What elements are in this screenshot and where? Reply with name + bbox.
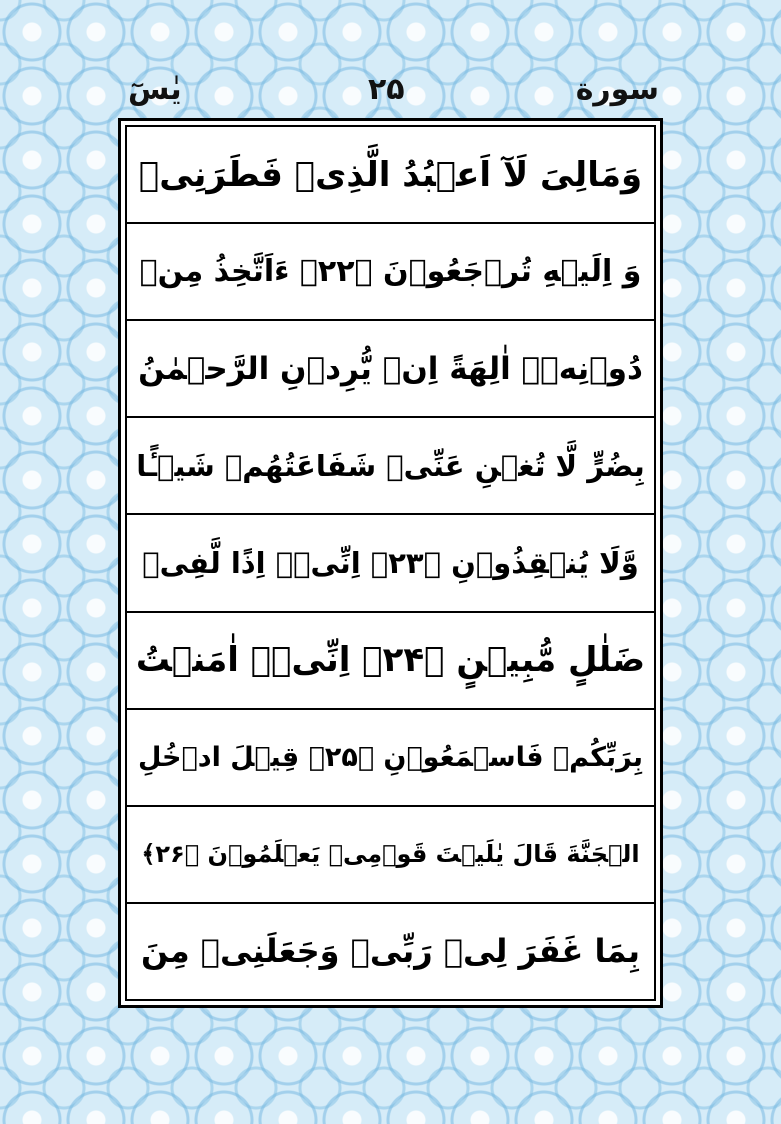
line-text: وَّلَا یُنۡقِذُوۡنِ ﴿۲۳﴾ اِنِّیۡۤ اِذًا لَّفِیۡ: [142, 545, 639, 580]
line-text: وَمَالِیَ لَآ اَعۡبُدُ الَّذِیۡ فَطَرَنِیۡ: [138, 154, 643, 195]
line-text: بِرَبِّکُمۡ فَاسۡمَعُوۡنِ ﴿۲۵﴾ قِیۡلَ ادۡخُلِ: [137, 741, 644, 773]
line-text: الۡجَنَّةَ قَالَ یٰلَیۡتَ قَوۡمِیۡ یَعۡلَمُوۡنَ ﴿۲۶﴾: [141, 840, 640, 869]
line-text: وَ اِلَیۡهِ تُرۡجَعُوۡنَ ﴿۲۲﴾ ءَاَتَّخِذُ مِنۡ: [139, 254, 642, 290]
text-line-8: [127, 807, 654, 904]
text-frame: [118, 118, 663, 1008]
text-line-9: [127, 904, 654, 999]
page-header: [118, 66, 663, 116]
surah-name: یٰسٓ: [128, 72, 182, 107]
text-line-2: [127, 224, 654, 321]
surah-label: سورة: [575, 72, 659, 107]
page-number: ۲۵: [368, 72, 405, 107]
line-text: ضَلٰلٍ مُّبِیۡنٍ ﴿۲۴﴾ اِنِّیۡۤ اٰمَنۡتُ: [135, 640, 646, 681]
line-text: دُوۡنِهٖۤ اٰلِهَةً اِنۡ یُّرِدۡنِ الرَّحۡمٰنُ: [138, 350, 643, 387]
line-text: بِضُرٍّ لَّا تُغۡنِ عَنِّیۡ شَفَاعَتُهُمۡ شَیۡـًٔا: [136, 448, 645, 483]
text-lines-container: [125, 125, 656, 1001]
text-line-6: [127, 613, 654, 710]
text-line-4: [127, 418, 654, 515]
text-line-7: [127, 710, 654, 807]
text-line-3: [127, 321, 654, 418]
text-line-1: [127, 127, 654, 224]
text-line-5: [127, 515, 654, 612]
line-text: بِمَا غَفَرَ لِیۡ رَبِّیۡ وَجَعَلَنِیۡ مِنَ: [141, 932, 640, 971]
